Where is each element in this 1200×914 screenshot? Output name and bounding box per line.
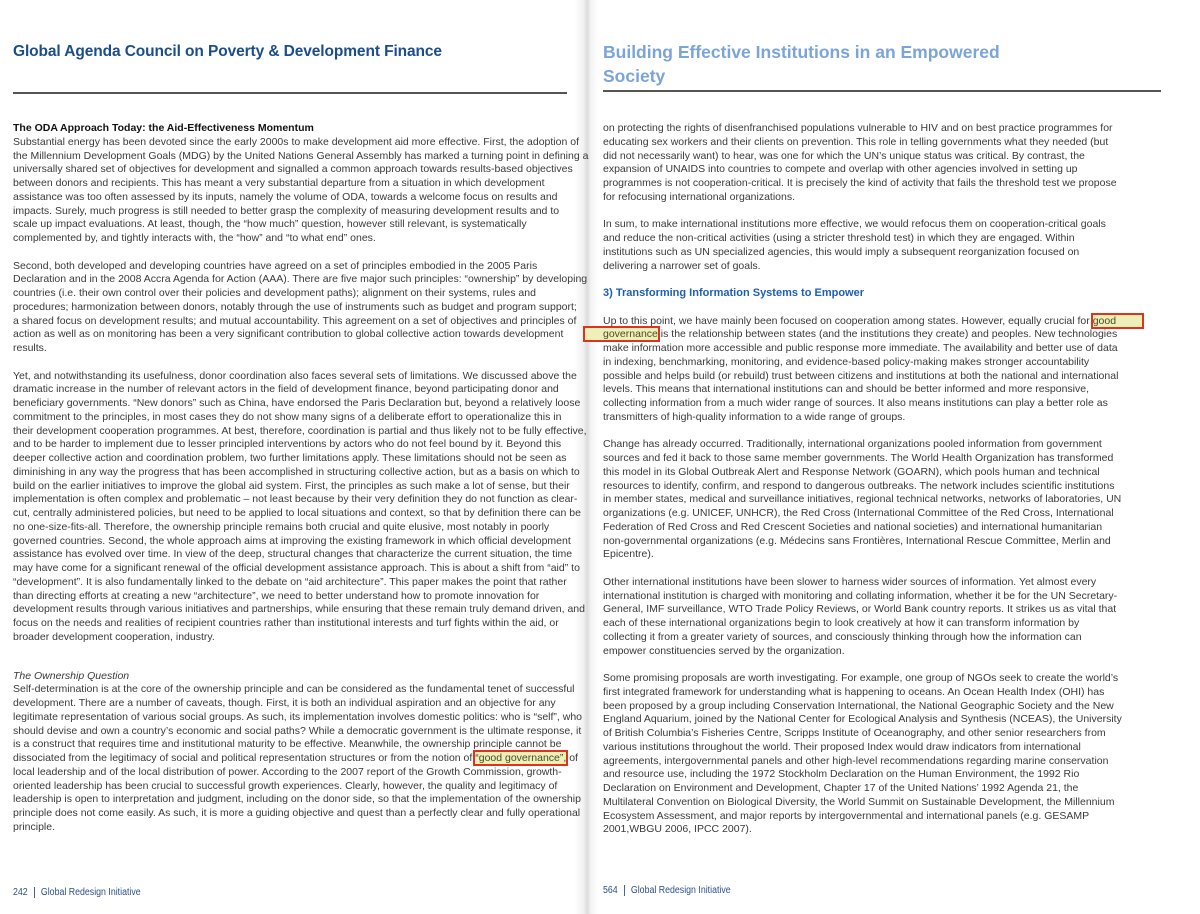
text-line: principle. xyxy=(13,820,56,833)
paragraph xyxy=(603,438,1193,562)
text-line: local leadership and of the local distribution of power. According to the 2007 report of the Growth Commission, growth- xyxy=(13,765,562,778)
right-page xyxy=(582,0,1200,914)
text-line: no one-size-fits-all. Therefore, the ownership principle remains both crucial and quite elusive, most notably in poorly xyxy=(13,520,550,533)
text-line: and to be harder to implement due to lesser principled interventions by actors who do not feel bound by it. Beyond this xyxy=(13,438,562,451)
footer-separator xyxy=(624,885,625,896)
text-line: agreements, intergovernmental panels and other high-level recommendations regarding marine conservation xyxy=(603,754,1109,767)
text-segment: is the relationship between states (and the institutions they create) and peoples. New technologies xyxy=(657,328,1118,341)
paragraph xyxy=(603,122,1193,205)
text-line xyxy=(603,315,1193,329)
text-line: levels. This means that international institutions can and should be better informed and more responsive, xyxy=(603,383,1089,396)
text-line: institutions such as UN specialized agencies, this would imply a subsequent reorganization focused on xyxy=(603,245,1080,258)
text-line: Second, both developed and developing countries have agreed on a set of principles embodied in the 2005 Paris xyxy=(13,259,538,272)
text-line: empower constituencies served by the organization. xyxy=(603,644,845,657)
page-title-line: Society xyxy=(603,66,666,86)
text-line: collecting it from a greater variety of sources, and consciously thinking through how the information can xyxy=(603,630,1082,643)
highlighted-term: good xyxy=(1093,315,1142,327)
paragraph xyxy=(13,259,588,356)
paragraph xyxy=(13,683,583,834)
text-line: scale up impact evaluations. At least, though, the “how much” question, however still relevant, is systematically xyxy=(13,218,527,231)
text-line: in indexing, benchmarking, monitoring, and evidence-based policy-making makes stronger accountability xyxy=(603,355,1090,368)
text-line: in member states, medical and surveillance initiatives, regional technical networks, networks of laboratories, UN xyxy=(603,493,1122,506)
text-line: organizations (e.g. UNICEF, UNHCR), the Red Cross (International Committee of the Red Cross, International xyxy=(603,507,1114,519)
text-line: oriented leadership has been crucial to successful growth experiences. Clearly, however, the quality and legitimacy of xyxy=(13,779,558,792)
page-body xyxy=(13,122,589,835)
page-footer xyxy=(13,887,141,898)
text-line: first integrated framework for understanding what is happening to oceans. An Ocean Health Index (OHI) has xyxy=(603,685,1105,698)
paragraph xyxy=(13,369,587,645)
text-line: on protecting the rights of disenfranchised populations vulnerable to HIV and on best practice programmes for xyxy=(603,122,1113,134)
text-line: Ecosystem Assessment, and major reports by intergovernmental and international panels (e.g. GESAMP xyxy=(603,809,1090,822)
text-line: action as well as on monitoring has been a very significant contribution to global collective action towards development xyxy=(13,328,564,341)
page-number: 242 xyxy=(13,887,28,898)
text-line: Multilateral Convention on Biological Diversity, the World Summit on Sustainable Development, the Millennium xyxy=(603,795,1115,808)
text-line: England Aquarium, joined by the National Center for Ecological Analysis and Synthesis (NCEAS), the University xyxy=(603,713,1122,726)
text-line: programmes is not cooperation-critical. It is precisely the kind of activity that fails the threshold test we propose xyxy=(603,177,1117,189)
text-line: 3) Transforming Information Systems to Empower xyxy=(603,287,864,299)
paragraph xyxy=(603,672,1193,837)
text-line: may have come for a significant renewal of the official development assistance approach. This is about a shift from “aid” to xyxy=(13,562,580,574)
text-line: this model in its Global Outbreak Alert and Response Network (GOARN), which pools human and technical xyxy=(603,465,1100,478)
text-line: sources and fed it back to those same member governments. The World Health Organization has transformed xyxy=(603,452,1114,464)
text-line: Some promising proposals are worth investigating. For example, one group of NGOs seek to create the world’s xyxy=(603,672,1119,684)
text-line: deeper collective action and coordination problem, two further limitations apply. These limitations should not be seen as xyxy=(13,452,567,464)
text-line: between donors and recipients. This has meant a very substantial departure from a situation in which development xyxy=(13,177,545,189)
text-line: Declaration on Environment and Development, Chapter 17 of the United Nations’ 1992 Agenda 21, the xyxy=(603,782,1079,794)
text-line: Other international institutions have been slower to harness wider sources of information. Yet almost every xyxy=(603,575,1097,588)
highlighted-term: governance xyxy=(585,328,658,340)
text-line: their development cooperation programmes. At best, therefore, coordination is partial and thus likely not to be fully effective, xyxy=(13,424,587,437)
text-line: did not necessarily want) to hear, was one for which the UN’s unique status was critical. By contrast, the xyxy=(603,149,1085,162)
text-segment: of xyxy=(566,752,578,764)
text-line: In sum, to make international institutions more effective, we would refocus them on cooperation-critical goals xyxy=(603,218,1106,231)
text-line: international institution is charged with monitoring and collating information, whether it be for the UN Secretary- xyxy=(603,589,1118,602)
publication-name: Global Redesign Initiative xyxy=(630,885,731,896)
text-segment: dissociated from the legitimacy of social and political representation structures or from the notion of xyxy=(13,752,476,764)
text-line: Declaration and in the 2008 Accra Agenda for Action (AAA). There are five major such principles: “ownership” by developing xyxy=(13,273,588,286)
text-line: Self-determination is at the core of the ownership principle and can be considered as the fundamental tenet of successful xyxy=(13,683,575,696)
text-line: make information more accessible and public response more immediate. The availability and better use of data xyxy=(603,342,1118,354)
text-line: governed countries. Second, the whole approach aims at improving the existing framework in which official development xyxy=(13,534,571,547)
text-line: for refocusing international organizations. xyxy=(603,190,796,203)
subsection-heading xyxy=(13,670,573,684)
left-page xyxy=(0,0,589,914)
text-line: transmitters of high-quality information to a wide range of groups. xyxy=(603,410,906,423)
highlighted-term: “good governance”, xyxy=(475,752,567,764)
text-line: various institutions throughout the world. Their proposed Index would draw indicators from international xyxy=(603,740,1081,753)
page-title-line: Building Effective Institutions in an Empowered xyxy=(603,42,1000,62)
page-title xyxy=(603,40,1000,88)
footer-separator xyxy=(34,887,35,898)
text-line: delivering a narrower set of goals. xyxy=(603,259,761,272)
text-line: dramatic increase in the number of relevant actors in the field of development finance, beyond participating donor and xyxy=(13,383,559,396)
title-divider xyxy=(603,90,1161,92)
text-line: non-governmental organizations (e.g. Médecins sans Frontières, International Rescue Committee, Merlin and xyxy=(603,534,1111,547)
page-body xyxy=(603,122,1193,837)
text-line: of British Columbia’s Fisheries Centre, Scripps Institute of Oceanography, and other senior researchers from xyxy=(603,727,1106,739)
text-line: educating sex workers and their clients on prevention. This role in telling governments what they needed (but xyxy=(603,135,1109,148)
text-line: should devise and own a country’s economic and social paths? While a democratic government is the ultimate response, it xyxy=(13,724,582,737)
text-line: commitment to the principles, in most cases they do not show many signs of a deliberate effort to operationalize this in xyxy=(13,410,562,423)
text-line: procedures; harmonization between donors, notably through the use of instruments such as budget and program support; xyxy=(13,300,577,313)
section-heading xyxy=(13,122,573,136)
text-line: a shared focus on development results; and mutual accountability. This agreement on a set of objectives and principles of xyxy=(13,314,577,327)
title-divider xyxy=(13,92,567,94)
text-line xyxy=(603,328,1193,342)
text-line: Yet, and notwithstanding its usefulness, donor coordination also faces several sets of limitations. We discussed above the xyxy=(13,369,577,382)
text-line: implementation is often complex and problematic – not least because by their very definition they do not function as clear- xyxy=(13,493,578,506)
text-line: build on the earlier initiatives to improve the global aid system. First, the principles as such make a lot of sense, but their xyxy=(13,479,570,492)
text-line: collecting information from a much wider range of sources. It also means institutions can play a better role as xyxy=(603,397,1108,409)
text-line: legitimate representation of various social groups. As such, its implementation involves domestic politics: who is “self”, who xyxy=(13,710,583,723)
text-line: beneficiary governments. “New donors” such as China, have endorsed the Paris Declaration but, beyond a relatively loose xyxy=(13,397,581,409)
text-line: The Ownership Question xyxy=(13,669,130,682)
text-line: and resource use, including the 1972 Stockholm Declaration on the Human Environment, the 1992 Rio xyxy=(603,768,1080,781)
text-line: Substantial energy has been devoted since the early 2000s to make development aid more effective. First, the adoption of xyxy=(13,135,579,148)
text-line: and reduce the non-critical activities (using a stricter threshold test) in which they are engaged. Within xyxy=(603,232,1075,244)
text-line: assistance was too often assessed by its inputs, namely the volume of ODA, towards a welcome focus on results and xyxy=(13,190,558,203)
text-line: General, IMF surveillance, WTO Trade Policy Reviews, or World Bank country reports. It strikes us as vital that xyxy=(603,603,1117,616)
text-line: focus on the needs and realities of recipient countries rather than institutional interests and turf fights within the aid, or xyxy=(13,617,559,629)
text-line: complemented by, and tightly interacts with, the “how” and “to what end” ones. xyxy=(13,232,376,244)
text-line: broader development cooperation, industry. xyxy=(13,630,215,643)
text-line: universally shared set of objectives for development and signalled a common approach towards results-based objectives xyxy=(13,163,573,176)
paragraph xyxy=(603,576,1193,659)
text-line: leadership is open to interpretation and judgment, including on the donor side, so that the implementation of the ownership xyxy=(13,793,581,806)
text-line: than directing efforts at creating a new “architecture”, we need to better understand how to promote innovation for xyxy=(13,589,540,602)
text-line: expansion of UNAIDS into countries to compete and overlap with other agencies involved in setting up xyxy=(603,163,1078,176)
paragraph xyxy=(603,218,1193,273)
text-line: impacts. Surely, much progress is still needed to better grasp the complexity of measuring development results and to xyxy=(13,204,560,217)
text-line: development results through various initiatives and partnerships, while ensuring that these remain truly demand driven, and xyxy=(13,603,585,616)
text-line xyxy=(13,752,578,766)
text-line: results. xyxy=(13,342,47,354)
text-line: resources to identify, confirm, and respond to dangerous outbreaks. The network includes scientific institutions xyxy=(603,479,1115,492)
page-number: 564 xyxy=(603,885,618,896)
text-line: Federation of Red Cross and Red Crescent Societies and national societies) and international humanitarian xyxy=(603,520,1103,533)
text-line: 2001,WBGU 2006, IPCC 2007). xyxy=(603,823,752,836)
text-line: possible and helps build (or rebuild) trust between citizens and institutions at both the national and international xyxy=(603,369,1119,382)
text-line: diminishing in any way the progress that has been accomplished in structuring collective action, but as a basis on which to xyxy=(13,465,580,478)
text-line: been proposed by a group including Conservation International, the National Geographic Society and the New xyxy=(603,699,1114,712)
text-line: development. There are a number of caveats, though. First, it is both an individual aspiration and an objective for any xyxy=(13,697,556,709)
text-line: The ODA Approach Today: the Aid-Effectiveness Momentum xyxy=(13,122,314,134)
text-line: “development”. It is also fundamentally linked to the debate on “aid architecture”. This paper makes the point that rather xyxy=(13,575,567,588)
publication-name: Global Redesign Initiative xyxy=(40,887,141,898)
text-line: cut, centrally administered policies, but need to be applied to local situations and context, so that by definition there can be xyxy=(13,507,581,519)
paragraph xyxy=(603,315,1193,425)
text-line: the Millennium Development Goals (MDG) by the United Nations General Assembly has marked a turning point in defining a xyxy=(13,149,589,162)
text-line: principle does not come easily. As such, it is more a guiding objective and quest than a perfectly clear and fully operational xyxy=(13,807,581,819)
section-heading xyxy=(603,287,1193,301)
text-line: Epicentre). xyxy=(603,548,654,561)
text-line: each of these international organizations begin to look creatively at how it can transform information by xyxy=(603,617,1080,629)
text-line: is a construct that requires time and institutional maturity to be effective. Meanwhile, the ownership principle cannot be xyxy=(13,738,562,751)
page-footer xyxy=(603,885,731,896)
text-line: assistance has evolved over time. In view of the deep, structural changes that characterize the current situation, the time xyxy=(13,548,573,561)
text-line: countries (i.e. their own control over their policies and development paths); alignment on their systems, rules and xyxy=(13,287,536,299)
paragraph xyxy=(13,135,589,246)
text-segment: Up to this point, we have mainly been focused on cooperation among states. However, equally crucial for xyxy=(603,314,1093,327)
text-line: Change has already occurred. Traditionally, international organizations pooled information from government xyxy=(603,438,1102,451)
page-title: Global Agenda Council on Poverty & Development Finance xyxy=(13,43,442,60)
